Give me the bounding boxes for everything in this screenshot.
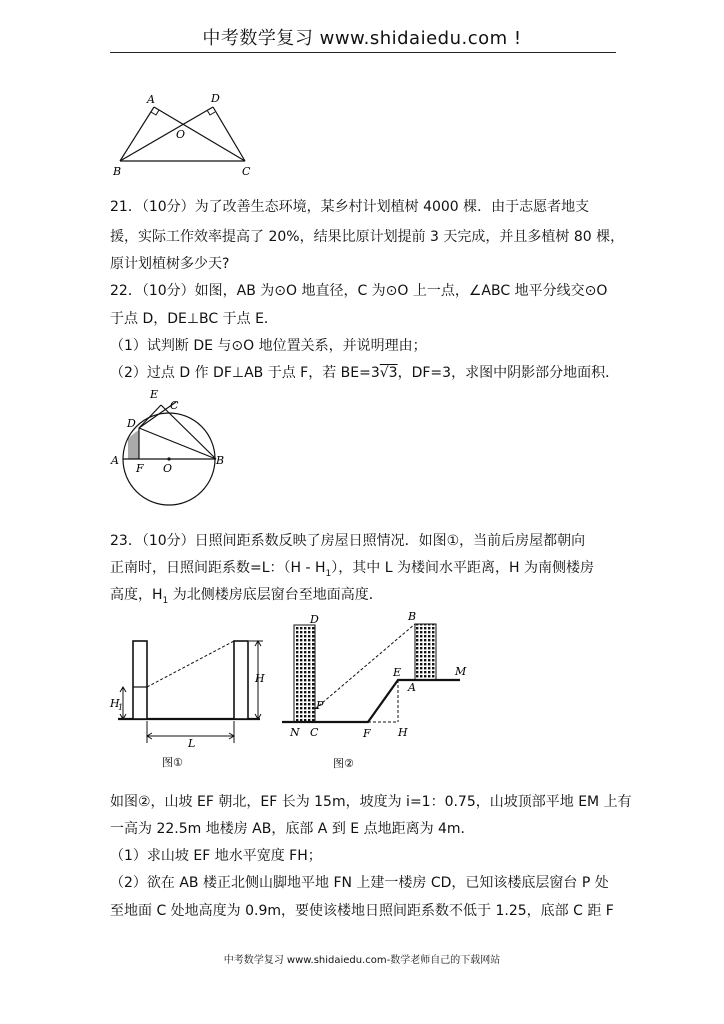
q23-line1: 23．（10分）日照间距系数反映了房屋日照情况．如图①，当前后房屋都朝向: [110, 533, 586, 549]
label-b: B: [113, 165, 122, 178]
label-m4: M: [455, 665, 467, 678]
caption-figure-1: 图①: [162, 756, 183, 769]
q23-part2-line1: （2）欲在 AB 楼正北侧山脚地平地 FN 上建一楼房 CD，已知该楼底层窗台 P 处: [110, 875, 609, 891]
label-o: O: [176, 128, 186, 141]
q23-part2-line2: 至地面 C 处地高度为 0.9m，要使该楼地日照间距系数不低于 1.25，底部 C 距 F: [110, 903, 614, 919]
q21-line3: 原计划植树多少天?: [110, 256, 230, 272]
q21-line1: 21．（10分）为了改善生态环境，某乡村计划植树 4000 棵．由于志愿者地支: [110, 199, 590, 215]
header-divider: [110, 52, 616, 53]
q23-line5: 一高为 22.5m 地楼房 AB，底部 A 到 E 点地距离为 4m．: [110, 821, 475, 837]
sqrt-value: √3: [379, 365, 398, 381]
figure-sunlight-1: [108, 635, 278, 770]
label-d: D: [211, 92, 220, 105]
q23-line2-b: ），其中 L 为楼间水平距离，H 为南侧楼房: [331, 560, 594, 576]
q23-line2-a: 正南时，日照间距系数=L：（H - H: [110, 560, 326, 576]
q22-part2-a: （2）过点 D 作 DF⊥AB 于点 F，若 BE=3: [110, 365, 380, 381]
q22-line2: 于点 D，DE⊥BC 于点 E．: [110, 311, 278, 327]
label-d2: D: [127, 417, 136, 430]
label-b2: B: [216, 454, 225, 467]
label-d4: D: [310, 613, 319, 626]
label-a2: A: [111, 454, 119, 467]
label-h1: H: [110, 697, 120, 710]
label-f: F: [136, 462, 144, 475]
label-n4: N: [290, 726, 300, 739]
q23-line4: 如图②，山坡 EF 朝北，EF 长为 15m，坡度为 i=1：0.75，山坡顶部平地 EM 上有: [110, 794, 632, 810]
label-h4: H: [398, 726, 408, 739]
label-a4: A: [408, 681, 416, 694]
label-a: A: [147, 93, 155, 106]
label-p4: P: [316, 699, 324, 712]
label-f4: F: [363, 727, 371, 740]
q23-line2-sub: 1: [325, 568, 332, 579]
q23-part1: （1）求山坡 EF 地水平宽度 FH；: [110, 848, 322, 864]
q23-line3-a: 高度，H: [110, 587, 163, 603]
label-h: H: [255, 672, 265, 685]
q22-part2: [110, 363, 619, 383]
q22-part1: （1）试判断 DE 与⊙O 地位置关系，并说明理由；: [110, 338, 427, 354]
label-l: L: [188, 737, 196, 750]
q23-line3-sub: 1: [162, 595, 169, 606]
label-c2: C: [170, 399, 179, 412]
figure-sunlight-2: [280, 607, 480, 772]
figure-circle: [108, 385, 233, 510]
label-c: C: [242, 165, 251, 178]
label-o2: O: [163, 462, 173, 475]
label-e4: E: [393, 666, 402, 679]
label-e: E: [150, 388, 159, 401]
label-c4: C: [310, 726, 319, 739]
figure-triangles-abcd: [110, 88, 260, 180]
sqrt-radicand: 3: [388, 365, 398, 381]
q22-line1: 22．（10分）如图，AB 为⊙O 地直径，C 为⊙O 上一点，∠ABC 地平分线交⊙O: [110, 283, 608, 299]
page-header: 中考数学复习 www.shidaiedu.com !: [202, 28, 522, 49]
q23-line3-b: 为北侧楼房底层窗台至地面高度．: [168, 587, 383, 603]
caption-figure-2: 图②: [333, 757, 354, 770]
page-footer: 中考数学复习 www.shidaiedu.com-数学老师自己的下载网站: [223, 955, 501, 966]
label-h1-sub: 1: [118, 703, 124, 712]
q22-part2-b: ，DF=3，求图中阴影部分地面积．: [397, 365, 620, 381]
label-b4: B: [408, 610, 417, 623]
q21-line2: 援，实际工作效率提高了 20%，结果比原计划提前 3 天完成，并且多植树 80 棵，: [110, 229, 625, 245]
q23-line2: [110, 558, 594, 584]
